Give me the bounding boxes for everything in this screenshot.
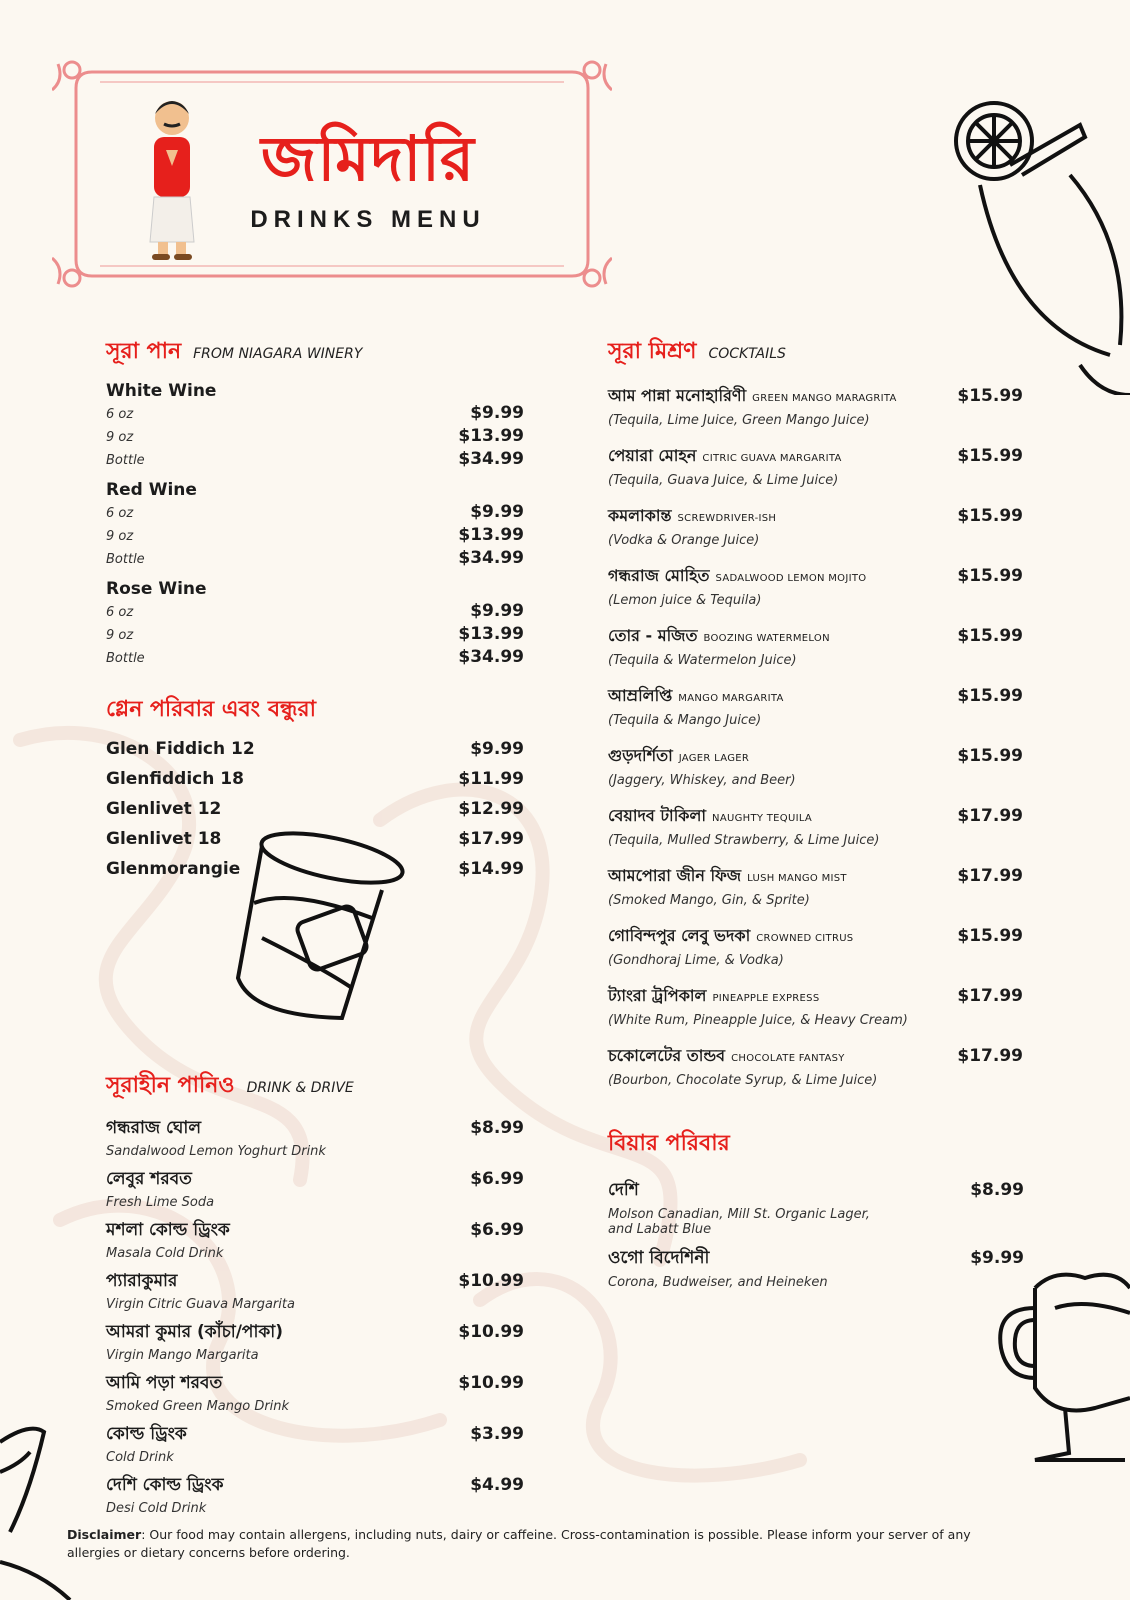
cocktail-tag: LUSH MANGO MIST: [747, 873, 847, 884]
cocktail-price: $17.99: [957, 866, 1023, 886]
menu-item-row: [106, 829, 524, 859]
wine-section: [106, 334, 524, 678]
cocktail-name: পেয়ারা মোহন: [608, 446, 697, 465]
wine-size: Bottle: [106, 552, 145, 567]
cocktail-tag: SADALWOOD LEMON MOJITO: [715, 573, 867, 584]
item-name: Glenmorangie: [106, 859, 241, 879]
disclaimer-label: Disclaimer: [67, 1527, 142, 1542]
menu-item-row: [106, 739, 524, 769]
cocktail-tag: JAGER LAGER: [678, 753, 750, 764]
cocktail-desc: (Tequila, Guava Juice, & Lime Juice): [608, 473, 839, 488]
wine-price: $9.99: [470, 601, 524, 621]
cocktails-section: [608, 334, 1023, 1103]
cocktail-name: ট্যাংরা ট্রপিকাল: [608, 986, 707, 1005]
soft-drink-price: $10.99: [458, 1271, 524, 1291]
cocktail-tag: PINEAPPLE EXPRESS: [712, 993, 820, 1004]
cocktail-desc: (White Rum, Pineapple Juice, & Heavy Cream): [608, 1013, 908, 1028]
soft-drink-name: লেবুর শরবত: [106, 1169, 192, 1189]
soft-drink-price: $10.99: [458, 1373, 524, 1393]
glen-title-bn: গ্লেন পরিবার এবং বন্ধুরা: [106, 697, 316, 722]
soft-drink-desc: Virgin Citric Guava Margarita: [106, 1297, 295, 1312]
wine-price: $34.99: [458, 548, 524, 568]
glen-section-header: [106, 692, 524, 729]
cocktail-desc: (Bourbon, Chocolate Syrup, & Lime Juice): [608, 1073, 878, 1088]
soft-drinks-section-header: [106, 1068, 524, 1105]
cocktail-price: $15.99: [957, 626, 1023, 646]
beer-desc: Molson Canadian, Mill St. Organic Lager, and Labatt Blue: [608, 1207, 870, 1237]
cocktail-tag: CROWNED CITRUS: [756, 933, 854, 944]
disclaimer-text: : Our food may contain allergens, including nuts, dairy or caffeine. Cross-contamination is possible. Please inform your server of any allergies or dietary concerns before ordering.: [67, 1527, 971, 1560]
beer-item: [608, 1177, 1024, 1237]
soft-drink-name: প্যারাকুমার: [106, 1271, 178, 1291]
beer-price: $8.99: [970, 1180, 1024, 1200]
soft-drink-desc: Sandalwood Lemon Yoghurt Drink: [106, 1144, 326, 1159]
wine-size: Bottle: [106, 453, 145, 468]
cocktail-price: $15.99: [957, 386, 1023, 406]
cocktail-price: $15.99: [957, 566, 1023, 586]
brand-title: জমিদারি: [260, 122, 476, 195]
soft-drink-desc: Cold Drink: [106, 1450, 174, 1465]
cocktail-name: বেয়াদব টাকিলা: [608, 806, 707, 825]
cocktail-desc: (Gondhoraj Lime, & Vodka): [608, 953, 784, 968]
cocktail-name: গুড়দর্শিতা: [608, 746, 673, 765]
soft-drink-desc: Desi Cold Drink: [106, 1501, 207, 1516]
beer-name: দেশি: [608, 1180, 639, 1200]
wine-size: Bottle: [106, 651, 145, 666]
wine-size: 6 oz: [106, 605, 134, 620]
cocktail-name: আমপোরা জীন ফিজ: [608, 866, 742, 885]
wine-size: 6 oz: [106, 506, 134, 521]
item-name: Glenlivet 18: [106, 829, 222, 849]
wine-price: $9.99: [470, 502, 524, 522]
soft-drink-price: $10.99: [458, 1322, 524, 1342]
soft-drink-item: [106, 1115, 524, 1159]
cocktail-desc: (Smoked Mango, Gin, & Sprite): [608, 893, 810, 908]
item-price: $12.99: [458, 799, 524, 819]
cocktail-name: তোর - মজিত: [608, 626, 698, 645]
soft-drink-item: [106, 1370, 524, 1414]
wine-group: [106, 579, 524, 670]
disclaimer: [67, 1526, 1027, 1562]
cocktail-price: $17.99: [957, 1046, 1023, 1066]
cocktail-item: [608, 983, 1023, 1028]
cocktail-tag: CITRIC GUAVA MARGARITA: [702, 453, 842, 464]
menu-item-row: [106, 859, 524, 889]
soft-drink-name: কোল্ড ড্রিংক: [106, 1424, 187, 1444]
wine-title-bn: সূরা পান: [106, 339, 182, 364]
soft-title-bn: সূরাহীন পানিও: [106, 1073, 235, 1098]
cocktail-item: [608, 683, 1023, 728]
wine-price: $34.99: [458, 647, 524, 667]
beer-desc: Corona, Budweiser, and Heineken: [608, 1275, 828, 1290]
cocktail-name: গোবিন্দপুর লেবু ভদকা: [608, 926, 751, 945]
wine-title-en: FROM NIAGARA WINERY: [193, 346, 363, 362]
host-mascot-illustration: [132, 92, 212, 264]
cocktail-tag: MANGO MARGARITA: [678, 693, 784, 704]
beer-price: $9.99: [970, 1248, 1024, 1268]
menu-item-row: [106, 769, 524, 799]
cocktail-tag: BOOZING WATERMELON: [703, 633, 830, 644]
soft-drink-desc: Fresh Lime Soda: [106, 1195, 215, 1210]
soft-drink-price: $3.99: [470, 1424, 524, 1444]
wine-size: 9 oz: [106, 628, 134, 643]
cocktail-price: $17.99: [957, 986, 1023, 1006]
wine-size-row: [106, 525, 524, 548]
soft-drink-name: আমি পড়া শরবত: [106, 1373, 223, 1393]
wine-price: $9.99: [470, 403, 524, 423]
soft-drink-name: গন্ধরাজ ঘোল: [106, 1118, 202, 1138]
cocktail-item: [608, 383, 1023, 428]
menu-item-row: [106, 799, 524, 829]
cocktail-desc: (Vodka & Orange Juice): [608, 533, 760, 548]
cocktail-item: [608, 503, 1023, 548]
cocktail-item: [608, 743, 1023, 788]
soft-drink-item: [106, 1268, 524, 1312]
cocktail-item: [608, 623, 1023, 668]
wine-size-row: [106, 502, 524, 525]
beer-title-bn: বিয়ার পরিবার: [608, 1131, 730, 1156]
cocktail-desc: (Tequila & Mango Juice): [608, 713, 762, 728]
beer-mug-icon: [995, 1268, 1130, 1468]
brand-subtitle: DRINKS MENU: [250, 206, 486, 233]
wine-size-row: [106, 403, 524, 426]
cocktail-desc: (Tequila, Mulled Strawberry, & Lime Juice): [608, 833, 880, 848]
soft-drink-item: [106, 1166, 524, 1210]
wine-size-row: [106, 548, 524, 571]
beer-item: [608, 1245, 1024, 1290]
cocktail-tag: CHOCOLATE FANTASY: [731, 1053, 845, 1064]
cocktail-name: গন্ধরাজ মোহিত: [608, 566, 710, 585]
cocktail-item: [608, 1043, 1023, 1088]
cocktail-price: $15.99: [957, 926, 1023, 946]
item-price: $17.99: [458, 829, 524, 849]
soft-drink-price: $8.99: [470, 1118, 524, 1138]
cocktail-price: $15.99: [957, 746, 1023, 766]
wine-size-row: [106, 449, 524, 472]
cocktail-item: [608, 803, 1023, 848]
wine-size: 9 oz: [106, 529, 134, 544]
soft-drink-name: মশলা কোল্ড ড্রিংক: [106, 1220, 230, 1240]
cocktail-desc: (Lemon juice & Tequila): [608, 593, 762, 608]
wine-group: [106, 381, 524, 472]
soft-drink-desc: Masala Cold Drink: [106, 1246, 224, 1261]
soft-title-en: DRINK & DRIVE: [246, 1080, 354, 1096]
wine-price: $13.99: [458, 426, 524, 446]
item-price: $9.99: [470, 739, 524, 759]
wine-price: $13.99: [458, 525, 524, 545]
cocktails-title-en: COCKTAILS: [708, 346, 786, 362]
wine-size: 6 oz: [106, 407, 134, 422]
wine-section-header: [106, 334, 524, 371]
soft-drink-price: $6.99: [470, 1220, 524, 1240]
glen-section: [106, 692, 524, 889]
item-name: Glenfiddich 18: [106, 769, 244, 789]
item-price: $14.99: [458, 859, 524, 879]
soft-drink-name: আমরা কুমার (কাঁচা/পাকা): [106, 1322, 283, 1342]
soft-drink-item: [106, 1421, 524, 1465]
wine-size-row: [106, 624, 524, 647]
wine-size-row: [106, 647, 524, 670]
cocktails-title-bn: সূরা মিশ্রণ: [608, 339, 697, 364]
cocktail-item: [608, 443, 1023, 488]
beer-name: ওগো বিদেশিনী: [608, 1248, 710, 1268]
soft-drink-desc: Virgin Mango Margarita: [106, 1348, 259, 1363]
beer-section: [608, 1126, 1024, 1298]
cocktail-item: [608, 563, 1023, 608]
soft-drink-item: [106, 1217, 524, 1261]
wine-price: $34.99: [458, 449, 524, 469]
cocktail-tag: GREEN MANGO MARAGRITA: [752, 393, 897, 404]
wine-group: [106, 480, 524, 571]
wine-size: 9 oz: [106, 430, 134, 445]
soft-drink-price: $6.99: [470, 1169, 524, 1189]
soft-drink-price: $4.99: [470, 1475, 524, 1495]
pitcher-glass-icon: [0, 1412, 80, 1600]
soft-drink-item: [106, 1472, 524, 1516]
beer-section-header: [608, 1126, 1024, 1163]
item-name: Glen Fiddich 12: [106, 739, 255, 759]
cocktail-name: আম পান্না মনোহারিণী: [608, 386, 747, 405]
cocktail-desc: (Tequila, Lime Juice, Green Mango Juice): [608, 413, 870, 428]
cocktail-item: [608, 863, 1023, 908]
soft-drink-desc: Smoked Green Mango Drink: [106, 1399, 290, 1414]
wine-name: Rose Wine: [106, 579, 207, 599]
cocktail-desc: (Jaggery, Whiskey, and Beer): [608, 773, 796, 788]
cocktail-price: $15.99: [957, 686, 1023, 706]
wine-name: White Wine: [106, 381, 217, 401]
cocktail-name: কমলাকান্ত: [608, 506, 672, 525]
cocktail-price: $15.99: [957, 446, 1023, 466]
soft-drink-item: [106, 1319, 524, 1363]
item-name: Glenlivet 12: [106, 799, 222, 819]
wine-size-row: [106, 426, 524, 449]
cocktail-name: চকোলেটের তান্ডব: [608, 1046, 726, 1065]
cocktails-section-header: [608, 334, 1023, 371]
soft-drink-name: দেশি কোল্ড ড্রিংক: [106, 1475, 224, 1495]
cocktail-tag: NAUGHTY TEQUILA: [712, 813, 813, 824]
cocktail-price: $17.99: [957, 806, 1023, 826]
wine-size-row: [106, 601, 524, 624]
cocktail-price: $15.99: [957, 506, 1023, 526]
soft-drinks-section: [106, 1068, 524, 1523]
cocktail-name: আম্রলিপ্তি: [608, 686, 673, 705]
item-price: $11.99: [458, 769, 524, 789]
cocktail-tag: SCREWDRIVER-ISH: [677, 513, 777, 524]
cocktail-item: [608, 923, 1023, 968]
wine-price: $13.99: [458, 624, 524, 644]
wine-name: Red Wine: [106, 480, 197, 500]
cocktail-desc: (Tequila & Watermelon Juice): [608, 653, 797, 668]
